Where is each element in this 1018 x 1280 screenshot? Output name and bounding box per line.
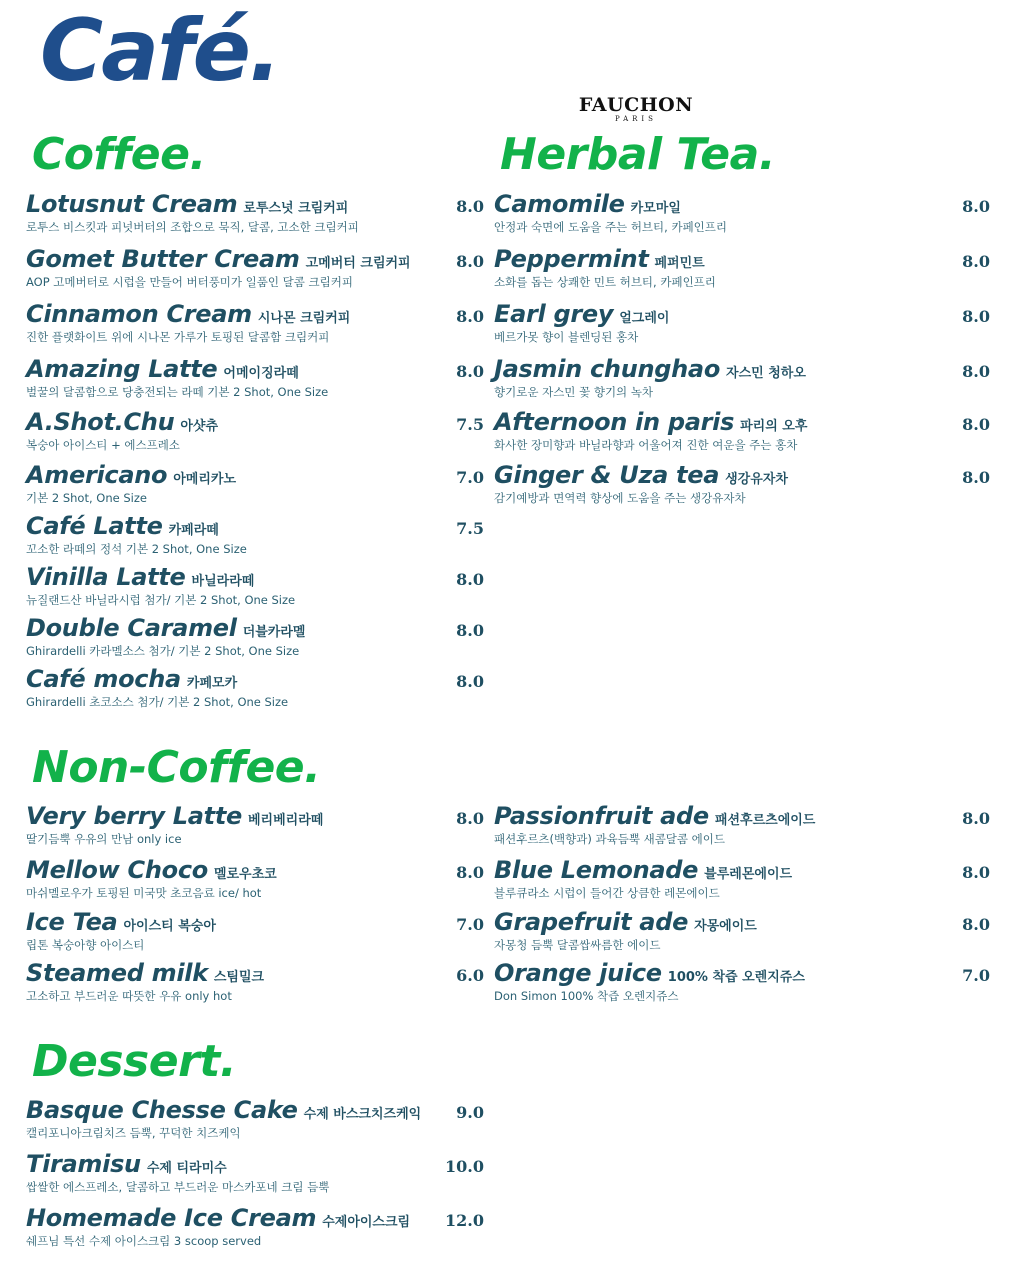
menu-item-name: Steamed milk <box>26 959 208 987</box>
section-title-herbal-tea: Herbal Tea. <box>500 129 776 180</box>
menu-item <box>26 959 486 1004</box>
menu-item-name: Amazing Latte <box>26 355 218 383</box>
menu-item-description: 복숭아 아이스티 + 에스프레소 <box>26 438 180 452</box>
menu-item-description: Don Simon 100% 착즙 오렌지쥬스 <box>494 989 679 1003</box>
menu-item-korean-name: 자몽에이드 <box>694 919 757 934</box>
menu-item-korean-name: 바닐라라떼 <box>191 574 255 589</box>
menu-item <box>26 614 486 659</box>
menu-item <box>494 245 990 290</box>
menu-item-description: 립톤 복숭아향 아이스티 <box>26 938 145 952</box>
menu-item-row <box>494 856 990 884</box>
menu-item-row <box>494 461 990 489</box>
menu-item-row <box>26 908 486 936</box>
menu-item-name: Afternoon in paris <box>494 408 735 436</box>
menu-item-row <box>494 190 990 218</box>
menu-item-price: 7.0 <box>456 915 484 934</box>
menu-item-korean-name: 아샷츄 <box>180 419 219 434</box>
menu-item-description: 쉐프님 특선 수제 아이스크림 3 scoop served <box>26 1234 262 1248</box>
menu-item-name: A.Shot.Chu <box>26 408 175 436</box>
menu-item-row <box>26 1204 486 1232</box>
menu-item-name: Orange juice <box>494 959 662 987</box>
menu-item <box>26 802 486 847</box>
menu-item-korean-name: 카페라떼 <box>168 523 219 538</box>
menu-item-description: 감기예방과 면역력 향상에 도움을 주는 생강유자차 <box>494 491 746 505</box>
menu-item-price: 8.0 <box>456 570 484 589</box>
menu-item-name: Americano <box>26 461 168 489</box>
fauchon-logo <box>578 96 694 123</box>
menu-item-description: 꼬소한 라떼의 정석 기본 2 Shot, One Size <box>26 542 247 556</box>
menu-item <box>26 300 486 345</box>
menu-item-description: 화사한 장미향과 바닐라향과 어울어져 진한 여운을 주는 홍차 <box>494 438 798 452</box>
menu-item-description: 소화를 돕는 상쾌한 민트 허브티, 카페인프리 <box>494 275 716 289</box>
menu-item-price: 8.0 <box>962 468 990 487</box>
menu-item-description: 안정과 숙면에 도움을 주는 허브티, 카페인프리 <box>494 220 728 234</box>
fauchon-name: FAUCHON <box>578 94 694 116</box>
menu-item-row <box>26 512 486 540</box>
menu-item-korean-name: 고메버터 크림커피 <box>305 256 411 271</box>
menu-item-description: 뉴질랜드산 바닐라시럽 첨가/ 기본 2 Shot, One Size <box>26 593 296 607</box>
fauchon-city: PARIS <box>615 115 657 123</box>
menu-item-price: 8.0 <box>456 307 484 326</box>
menu-item-row <box>26 665 486 693</box>
menu-item-description: 블루큐라소 시럽이 들어간 상큼한 레몬에이드 <box>494 886 720 900</box>
menu-item-korean-name: 패션후르츠에이드 <box>714 813 816 828</box>
menu-item-price: 7.0 <box>456 468 484 487</box>
menu-item-price: 7.0 <box>962 966 990 985</box>
menu-item-description: 캘리포니아크림치즈 듬뿍, 꾸덕한 치즈케익 <box>26 1126 241 1140</box>
menu-item-korean-name: 더블카라멜 <box>242 625 306 640</box>
section-title-non-coffee: Non-Coffee. <box>32 742 321 793</box>
menu-item-row <box>26 802 486 830</box>
menu-item-korean-name: 시나몬 크림커피 <box>257 311 351 326</box>
menu-item-description: AOP 고메버터로 시럽을 만들어 버터풍미가 일품인 달콤 크림커피 <box>26 275 353 289</box>
menu-item-name: Passionfruit ade <box>494 802 709 830</box>
menu-item-price: 8.0 <box>962 809 990 828</box>
menu-item-description: 쌉쌀한 에스프레소, 달콤하고 부드러운 마스카포네 크림 듬뿍 <box>26 1180 330 1194</box>
menu-item-name: Ginger & Uza tea <box>494 461 720 489</box>
menu-item <box>494 300 990 345</box>
menu-item-korean-name: 멜로우초코 <box>213 867 277 882</box>
menu-item-price: 12.0 <box>445 1211 484 1230</box>
menu-item-korean-name: 블루레몬에이드 <box>704 867 793 882</box>
menu-item-description: Ghirardelli 초코소스 첨가/ 기본 2 Shot, One Size <box>26 695 289 709</box>
section-title-coffee: Coffee. <box>32 129 206 180</box>
menu-item-korean-name: 100% 착즙 오렌지쥬스 <box>667 970 805 985</box>
menu-item-description: 자몽청 듬뿍 달콤쌉싸름한 에이드 <box>494 938 661 952</box>
menu-item-korean-name: 생강유자차 <box>725 472 788 487</box>
menu-item <box>494 908 990 953</box>
menu-item <box>494 959 990 1004</box>
menu-item-korean-name: 어메이징라떼 <box>223 366 299 381</box>
menu-item-price: 8.0 <box>962 863 990 882</box>
menu-item-name: Vinilla Latte <box>26 563 186 591</box>
menu-item-name: Basque Chesse Cake <box>26 1096 298 1124</box>
menu-item-description: 로투스 비스킷과 피넛버터의 조합으로 묵직, 달콤, 고소한 크림커피 <box>26 220 359 234</box>
menu-item-price: 10.0 <box>445 1157 484 1176</box>
menu-item-name: Ice Tea <box>26 908 118 936</box>
menu-item-price: 8.0 <box>456 809 484 828</box>
menu-item-price: 7.5 <box>456 519 484 538</box>
menu-item-name: Mellow Choco <box>26 856 208 884</box>
menu-item-row <box>494 959 990 987</box>
menu-item-name: Double Caramel <box>26 614 237 642</box>
menu-item <box>26 1096 486 1141</box>
menu-item-price: 8.0 <box>456 197 484 216</box>
menu-item-row <box>26 1150 486 1178</box>
menu-item-row <box>26 355 486 383</box>
menu-item-korean-name: 로투스넛 크림커피 <box>243 201 349 216</box>
menu-item-description: 패션후르츠(백향과) 과육듬뿍 새콤달콤 에이드 <box>494 832 726 846</box>
menu-item <box>26 512 486 557</box>
menu-item-korean-name: 페퍼민트 <box>654 256 705 271</box>
menu-item-korean-name: 아이스티 복숭아 <box>123 919 216 934</box>
menu-item <box>26 245 486 290</box>
menu-item-row <box>26 856 486 884</box>
menu-item-description: 베르가못 향이 블렌딩된 홍차 <box>494 330 639 344</box>
menu-item-korean-name: 카페모카 <box>186 676 238 691</box>
menu-item <box>26 408 486 453</box>
menu-item-description: 기본 2 Shot, One Size <box>26 491 147 505</box>
menu-item-row <box>494 908 990 936</box>
menu-item-row <box>26 461 486 489</box>
menu-item-name: Homemade Ice Cream <box>26 1204 317 1232</box>
menu-item-korean-name: 수제 바스크치즈케익 <box>303 1107 422 1122</box>
menu-item-price: 8.0 <box>456 621 484 640</box>
menu-item-row <box>26 408 486 436</box>
menu-item-description: 딸기듬뿍 우유의 만남 only ice <box>26 832 182 846</box>
section-title-dessert: Dessert. <box>32 1036 237 1087</box>
menu-item <box>26 563 486 608</box>
menu-item-price: 8.0 <box>456 252 484 271</box>
menu-item-row <box>26 300 486 328</box>
menu-item-row <box>494 355 990 383</box>
menu-item <box>26 908 486 953</box>
menu-item-row <box>26 190 486 218</box>
menu-item-name: Earl grey <box>494 300 614 328</box>
menu-item-row <box>26 245 486 273</box>
menu-item-row <box>26 1096 486 1124</box>
menu-item <box>494 802 990 847</box>
menu-item-price: 9.0 <box>456 1103 484 1122</box>
menu-item-price: 8.0 <box>962 415 990 434</box>
menu-item-price: 8.0 <box>962 362 990 381</box>
menu-item-korean-name: 수제 티라미수 <box>146 1161 227 1176</box>
menu-item-price: 7.5 <box>456 415 484 434</box>
menu-item-name: Tiramisu <box>26 1150 141 1178</box>
menu-item-name: Café mocha <box>26 665 181 693</box>
menu-item-name: Jasmin chunghao <box>494 355 721 383</box>
menu-item-price: 8.0 <box>962 915 990 934</box>
menu-item-description: Ghirardelli 카라멜소스 첨가/ 기본 2 Shot, One Size <box>26 644 300 658</box>
menu-item-name: Café Latte <box>26 512 163 540</box>
menu-item-price: 8.0 <box>962 307 990 326</box>
menu-item <box>494 408 990 453</box>
menu-item-row <box>494 408 990 436</box>
menu-item <box>494 190 990 235</box>
menu-item-description: 고소하고 부드러운 따뜻한 우유 only hot <box>26 989 232 1003</box>
menu-item-description: 마쉬멜로우가 토핑된 미국맛 초코음료 ice/ hot <box>26 886 262 900</box>
menu-item-name: Camomile <box>494 190 625 218</box>
menu-item-name: Gomet Butter Cream <box>26 245 300 273</box>
menu-item-korean-name: 카모마일 <box>630 201 681 216</box>
menu-item-korean-name: 얼그레이 <box>619 311 670 326</box>
menu-item <box>494 461 990 506</box>
menu-item-korean-name: 아메리카노 <box>173 472 237 487</box>
menu-item-korean-name: 수제아이스크림 <box>322 1215 411 1230</box>
menu-item-row <box>494 300 990 328</box>
menu-item-name: Blue Lemonade <box>494 856 699 884</box>
menu-item <box>26 1150 486 1195</box>
menu-item-korean-name: 파리의 오후 <box>740 419 808 434</box>
menu-item-korean-name: 스팀밀크 <box>213 970 265 985</box>
menu-item <box>26 190 486 235</box>
menu-item-price: 8.0 <box>456 672 484 691</box>
menu-item-row <box>26 563 486 591</box>
menu-item-row <box>494 245 990 273</box>
menu-item-name: Lotusnut Cream <box>26 190 238 218</box>
menu-item <box>26 665 486 710</box>
cafe-logo: Café. <box>40 1 280 101</box>
menu-item <box>494 355 990 400</box>
menu-item-name: Peppermint <box>494 245 649 273</box>
menu-item-korean-name: 자스민 청하오 <box>726 366 806 381</box>
menu-item <box>26 461 486 506</box>
menu-item-name: Very berry Latte <box>26 802 242 830</box>
menu-item-row <box>494 802 990 830</box>
menu-item-description: 벌꿀의 달콤함으로 당충전되는 라떼 기본 2 Shot, One Size <box>26 385 329 399</box>
menu-item-price: 8.0 <box>456 362 484 381</box>
menu-item-price: 6.0 <box>456 966 484 985</box>
menu-item-row <box>26 614 486 642</box>
menu-item-description: 향기로운 자스민 꽃 향기의 녹차 <box>494 385 654 399</box>
menu-item-korean-name: 베리베리라떼 <box>247 813 324 828</box>
menu-item <box>26 856 486 901</box>
menu-item-description: 진한 플랫화이트 위에 시나몬 가루가 토핑된 달콤함 크림커피 <box>26 330 330 344</box>
menu-item-price: 8.0 <box>962 197 990 216</box>
menu-item <box>26 1204 486 1249</box>
menu-item-name: Cinnamon Cream <box>26 300 252 328</box>
menu-item-price: 8.0 <box>456 863 484 882</box>
menu-item-price: 8.0 <box>962 252 990 271</box>
menu-item-row <box>26 959 486 987</box>
menu-item-name: Grapefruit ade <box>494 908 689 936</box>
menu-item <box>26 355 486 400</box>
menu-item <box>494 856 990 901</box>
